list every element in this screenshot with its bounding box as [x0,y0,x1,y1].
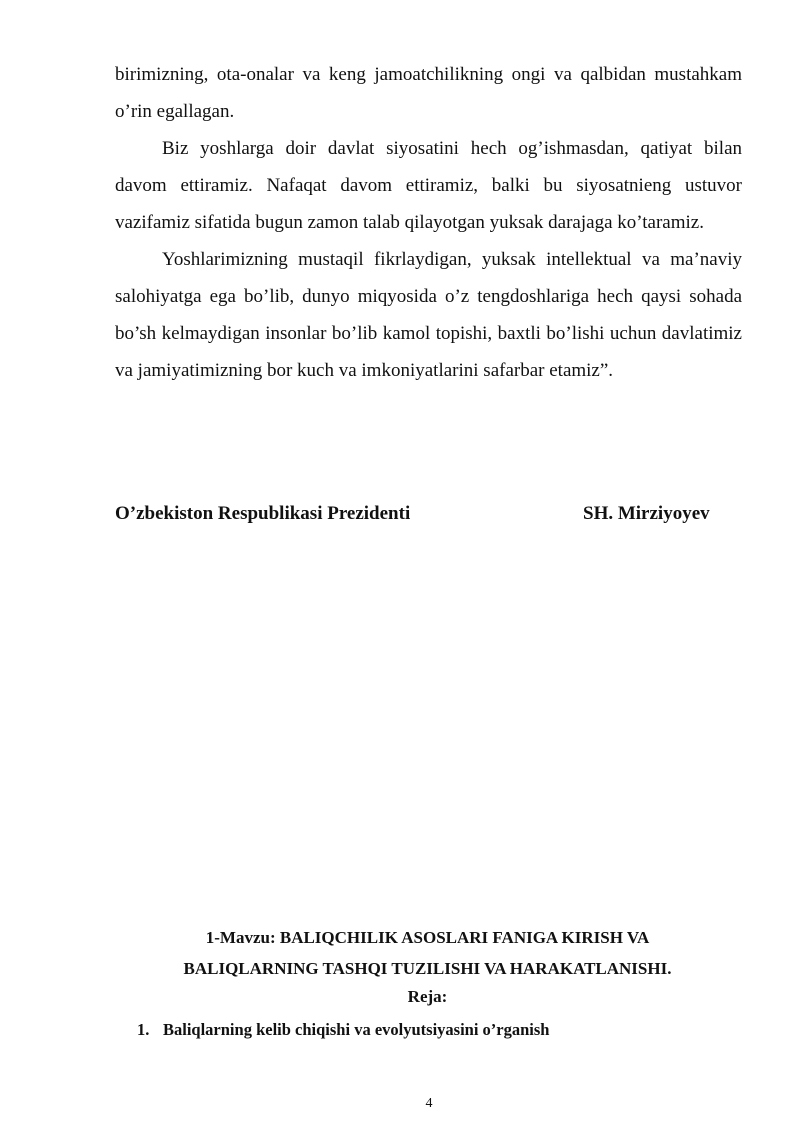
signature-block [115,503,740,529]
paragraph-continuation: birimizning, ota-onalar va keng jamoatchilikning ongi va qalbidan mustahkam o’rin egallagan. [115,64,742,122]
plan-item-text: Baliqlarning kelib chiqishi va evolyutsiyasini o’rganish [163,1020,550,1039]
plan-list [137,1020,549,1040]
signature-name: SH. Mirziyoyev [583,503,710,524]
paragraph-youth-potential: Yoshlarimizning mustaqil fikrlaydigan, yuksak intellektual va ma’naviy salohiyatga ega bo’lib, dunyo miqyosida o’z tengdoshlariga hech qaysi sohada bo’sh kelmaydigan insonlar bo’lib kamol topishi, baxtli bo’lishi uchun davlatimiz va jamiyatimizning bor kuch va imkoniyatlarini safarbar etamiz”. [115,249,742,381]
topic-title-line-1: 1-Mavzu: BALIQCHILIK ASOSLARI FANIGA KIRISH VA [205,928,650,947]
topic-title-line-2: BALIQLARNING TASHQI TUZILISHI VA HARAKATLANISHI. [183,959,672,978]
topic-title [115,922,740,984]
plan-item [137,1020,549,1040]
body-text [115,56,742,389]
plan-item-number: 1. [137,1020,150,1039]
signature-position: O’zbekiston Respublikasi Prezidenti [115,503,411,524]
plan-label: Reja: [407,987,448,1006]
page-number: 4 [425,1096,433,1111]
paragraph-youth-policy: Biz yoshlarga doir davlat siyosatini hech og’ishmasdan, qatiyat bilan davom ettiramiz. Nafaqat davom ettiramiz, balki bu siyosatnieng ustuvor vazifamiz sifatida bugun zamon talab qilayotgan yuksak darajaga ko’taramiz. [115,138,742,233]
